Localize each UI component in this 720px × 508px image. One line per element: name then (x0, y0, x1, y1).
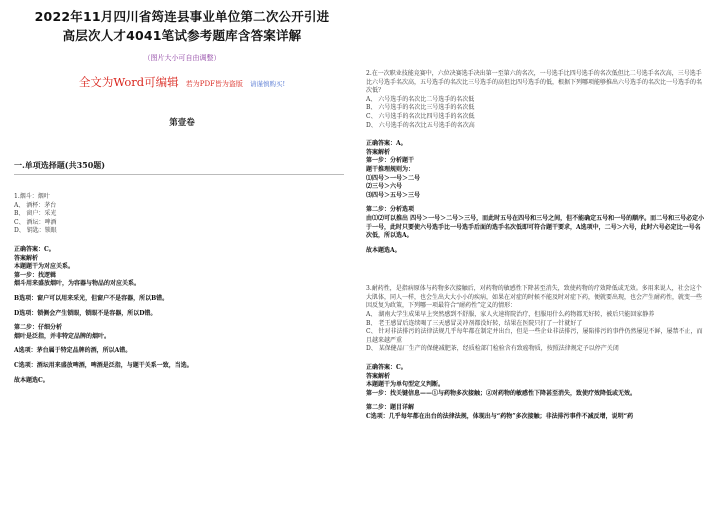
analysis-line: ⑶四号＞五号＞三号 (366, 191, 421, 199)
question-stem: 1.烟斗：烟叶 (14, 193, 50, 200)
option-a: A、 六号选手的名次比二号选手的名次低 (366, 95, 475, 103)
analysis-line: ⑴四号＞一号＞二号 (366, 174, 421, 182)
question-3 (366, 285, 706, 421)
analysis-line: 本题题干为单句型定义判断。 (366, 381, 445, 389)
option-c: C、 酒坛：啤酒 (14, 218, 57, 226)
analysis-line: ⑵三号＞六号 (366, 183, 403, 191)
image-size-note: （图片大小可自由调整） (143, 54, 221, 62)
promo-line (14, 71, 350, 90)
analysis-title: 答案解析 (366, 372, 391, 380)
question-2 (366, 70, 706, 255)
analysis-line: 本题题干为对应关系。 (14, 263, 75, 271)
analysis-line: 由⑴⑵可以推出 四号＞一号＞二号＞三号，而此时五号在四号和三号之间，但不能确定五号和一号的顺序。而二号和三号必定小于一号，此时只要使六号选手比一号选手后面的选手名次低即可符合题干要求，A选项中，二号＞六号，此时六号必定比一号名次低，所以选A。 (366, 214, 705, 240)
left-column (14, 0, 350, 385)
option-d: D、 六号选手的名次比五号选手的名次高 (366, 121, 475, 129)
option-c: C、 六号选手的名次比四号选手的名次低 (366, 112, 475, 120)
analysis-line: 烟斗用来盛放烟叶，为容器与物品的对应关系。 (14, 280, 141, 288)
document-title (14, 7, 350, 45)
title-line-2: 高层次人才4041笔试参考题库含答案详解 (62, 28, 302, 43)
option-c: C、 针对非法排污的法律法规几乎每年都在制定并出台，但是一些企业非法排污，屡陷排污的事件仍然屡见不鲜，屡禁不止，而且越来越严重 (366, 328, 703, 344)
promo-caution: 请谨慎购买! (250, 80, 286, 88)
analysis-title: 答案解析 (366, 148, 391, 156)
analysis-line: 故本题选A。 (366, 246, 401, 254)
question-stem: 3.耐药性，是指病原体与药物多次接触后，对药物的敏感性下降甚至消失，致使药物的疗效降低或无效。多用来说人，社会这个大肌体，同人一样，也会生出大大小小的疾病，如果在对症的时候不能及时对症下药，便就要出现，也会产生耐药性，就变一些因反复为政策，下列哪一项最符合“耐药性”定义的情形： (366, 285, 703, 310)
correct-answer: 正确答案：C。 (366, 364, 407, 372)
title-line-1: 2022年11月四川省筠连县事业单位第二次公开引进 (34, 9, 330, 24)
analysis-line: 第一步：找逻辑 (14, 271, 57, 279)
option-b: B、 窗户：采光 (14, 210, 57, 218)
analysis-line: 题干推理规则为： (366, 165, 415, 173)
option-b: B、 老王感冒后连续喝了三天感冒灵冲剂都没好转，结果在医院只打了一针就好了 (366, 319, 583, 327)
option-d: D、 钥匙：锁眼 (14, 227, 57, 235)
option-a: A、 酒杯：茅台 (14, 201, 57, 209)
analysis-line: C选项：酒坛用来盛放啤酒，啤酒是泛指，与题干关系一致，当选。 (14, 361, 193, 369)
correct-answer: 正确答案：C。 (14, 245, 55, 253)
analysis-line: 第二步：仔细分析 (14, 324, 63, 332)
analysis-line: 烟叶是泛指，并非特定品牌的烟叶。 (14, 332, 111, 340)
analysis-line: 故本题选C。 (14, 376, 49, 384)
option-d: D、 某保健品厂生产的保健减肥茶，经质检部门检验含有致癌物质，按照法律规定予以停产关闭 (366, 345, 619, 353)
correct-answer: 正确答案：A。 (366, 140, 407, 148)
option-a: A、 湖南大学生成果早上突然感到不舒服，家人火速将院治疗，但服用什么药物都无好转，被后只能回家静养 (366, 311, 655, 319)
analysis-line: D选项：锁侧会产生锁眼，锁眼不是容器，所以D错。 (14, 309, 157, 317)
promo-word-editable: 全文为Word可编辑 (78, 75, 179, 89)
section-heading: 一.单项选择题(共350题) (14, 160, 106, 170)
analysis-line: B选项：窗户可以用来采光，但窗户不是容器，所以B错。 (14, 294, 169, 302)
analysis-line: 第二步：分析选项 (366, 206, 415, 214)
analysis-line: C选项：几乎每年都在出台的法律法规，体现出与“药物”多次接触；非法排污事件不减反增，说明“药 (366, 413, 634, 420)
analysis-line: A选项：茅台属于特定品牌的酒，所以A错。 (14, 347, 132, 355)
option-b: B、 六号选手的名次比三号选手的名次低 (366, 104, 475, 112)
promo-pdf-warning: 若为PDF皆为盗版 (185, 80, 243, 88)
volume-heading: 第壹卷 (169, 118, 195, 128)
analysis-line: 第一步：找关键信息——①与药物多次接触；②对药物的敏感性下降甚至消失，致使疗效降低或无效。 (366, 389, 637, 397)
analysis-line: 第二步：题目详解 (366, 404, 415, 412)
question-stem: 2.在一次职业技能竞赛中，六位决赛选手决出第一至第六的名次，一号选手比四号选手的名次低但比二号选手名次高，三号选手比六号选手名次高，五号选手的名次比三号选手的高但比四号选手的低，根据下列哪项能够推出六号选手的名次比一号选手的名次低？ (366, 70, 703, 95)
question-1 (14, 193, 350, 385)
analysis-title: 答案解析 (14, 254, 39, 262)
analysis-line: 第一步：分析题干 (366, 157, 415, 165)
right-column (366, 70, 706, 422)
